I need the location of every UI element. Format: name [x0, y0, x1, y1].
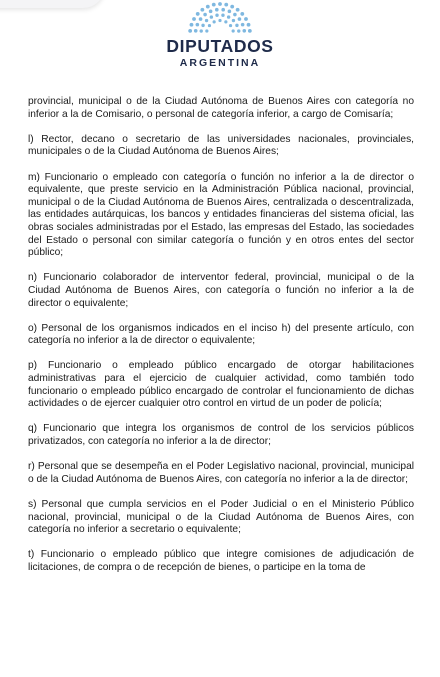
logo-dot: [232, 19, 235, 22]
logo-dot: [218, 19, 221, 22]
logo-dot: [200, 8, 204, 12]
logo-dot: [236, 8, 240, 12]
logo-dot: [205, 19, 208, 22]
congress-dome-icon: [180, 0, 260, 36]
paragraph-t: t) Funcionario o empleado público que integre comisiones de adjudicación de licitaciones, de compra o de recepción de bienes, o participe en la toma de: [28, 549, 414, 573]
logo-dot: [213, 20, 216, 23]
logo-dot: [237, 29, 240, 32]
logo-dot: [192, 17, 196, 21]
logo-dot: [201, 24, 204, 27]
logo-dot: [248, 29, 252, 33]
logo-dot: [242, 29, 246, 33]
page-header: [0, 0, 440, 80]
logo-dot: [224, 3, 228, 7]
logo-dot: [215, 8, 219, 12]
document-body: [28, 96, 414, 587]
brand-title: DIPUTADOS: [166, 36, 274, 56]
paragraph-l: l) Rector, decano o secretario de las universidades nacionales, provinciales, municipales o de la Ciudad Autónoma de Buenos Aires;: [28, 133, 414, 158]
logo-dot: [221, 8, 225, 12]
logo-dot: [210, 15, 213, 18]
logo-dot: [209, 10, 213, 14]
logo-dot: [218, 2, 222, 6]
logo-dot: [244, 17, 248, 21]
paragraph-continuation: provincial, municipal o de la Ciudad Autónoma de Buenos Aires con categoría no inferior a la de Comisario, o personal de categoría inferior, a cargo de Comisaría;: [28, 96, 414, 120]
paragraph-s: s) Personal que cumpla servicios en el Poder Judicial o en el Ministerio Público nacional, provincial, municipal o de la Ciudad Autónoma de Buenos Aires, con categoría no inferior a secretario o equivalente;: [28, 499, 414, 536]
logo-dot: [188, 29, 192, 33]
paragraph-q: q) Funcionario que integra los organismos de control de los servicios públicos privatizados, con categoría no inferior a la de director;: [28, 423, 414, 448]
logo-dot: [233, 13, 237, 17]
logo-dot: [224, 20, 227, 23]
logo-dot: [238, 17, 242, 21]
logo-dot: [241, 23, 245, 27]
logo-dot: [240, 12, 244, 16]
logo-dot: [221, 14, 224, 17]
logo-dot: [203, 13, 207, 17]
logo-dot: [215, 14, 218, 17]
logo-dot: [235, 24, 238, 27]
paragraph-o: o) Personal de los organismos indicados en el inciso h) del presente artículo, con categoría no inferior a la de director o equivalente;: [28, 322, 414, 347]
logo-dot: [205, 29, 208, 32]
paragraph-p: p) Funcionario o empleado público encargado de otorgar habilitaciones administrativas para el ejercicio de cualquier actividad, como también todo funcionario o empleado público encargado de controlar el funcionamiento de dichas actividades o de ejercer cualquier otro control en virtud de un poder de policía;: [28, 360, 414, 410]
logo-dot: [200, 29, 203, 32]
logo-dot: [206, 5, 210, 9]
logo-dot: [229, 24, 232, 27]
paragraph-m: m) Funcionario o empleado con categoría o función no inferior a la de director o equivalente, que preste servicio en la Administración Pública nacional, provincial, municipal o de la Ciudad Autónoma de Buenos Aires, centralizada o descentralizada, las entidades autárquicas, los bancos y entidades financieras del sistema oficial, las obras sociales administradas por el Estado, las empresas del Estado, las sociedades del Estado o personal con similar categoría o función y en otros entes del sector público;: [28, 171, 414, 259]
logo-dot: [194, 29, 198, 33]
logo-dot: [247, 23, 251, 27]
paragraph-n: n) Funcionario colaborador de interventor federal, provincial, municipal o de la Ciudad Autónoma de Buenos Aires, con categoría o función no inferior a la de director o equivalente;: [28, 272, 414, 309]
logo-dot: [199, 17, 203, 21]
logo-dot: [232, 29, 235, 32]
logo-dot: [190, 23, 194, 27]
logo-dot: [208, 24, 211, 27]
paragraph-r: r) Personal que se desempeña en el Poder Legislativo nacional, provincial, municipal o de la Ciudad Autónoma de Buenos Aires, con categoría no inferior a la de director;: [28, 461, 414, 485]
logo-dot: [228, 10, 232, 14]
logo-dot: [230, 5, 234, 9]
logo-dot: [227, 15, 230, 18]
logo-dot: [196, 12, 200, 16]
brand-subtitle: ARGENTINA: [179, 57, 261, 69]
logo-dot: [196, 23, 200, 27]
logo-dot: [212, 3, 216, 7]
